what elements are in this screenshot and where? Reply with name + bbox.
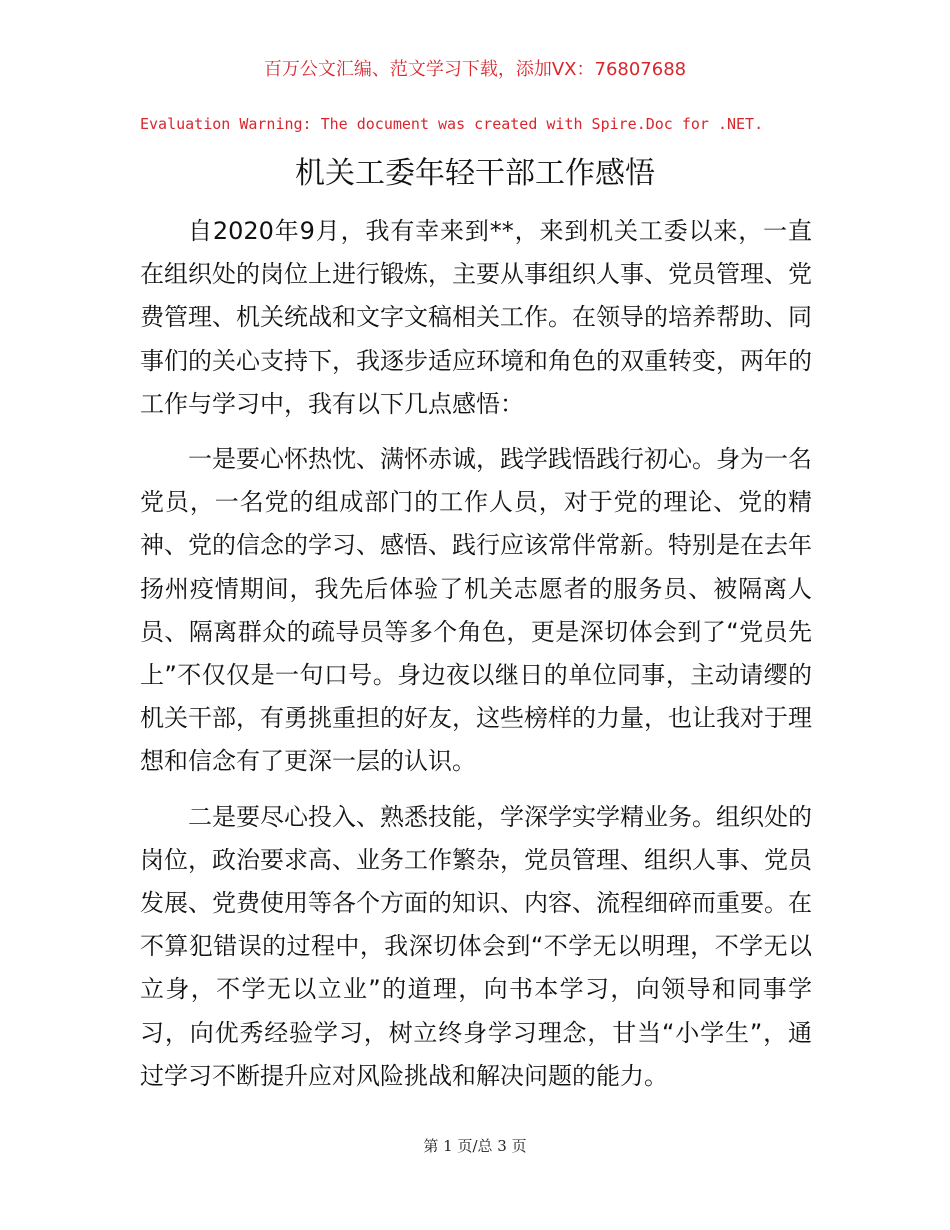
header-banner: 百万公文汇编、范文学习下载，添加VX：76807688 xyxy=(263,59,687,80)
paragraph-point-one: 一是要心怀热忱、满怀赤诚，践学践悟践行初心。身为一名党员，一名党的组成部门的工作人员，对于党的理论、党的精神、党的信念的学习、感悟、践行应该常伴常新。特别是在去年扬州疫情期间，我先后体验了机关志愿者的服务员、被隔离人员、隔离群众的疏导员等多个角色，更是深切体会到了“党员先上”不仅仅是一句口号。身边夜以继日的单位同事，主动请缨的机关干部，有勇挑重担的好友，这些榜样的力量，也让我对于理想和信念有了更深一层的认识。 xyxy=(140,445,812,776)
evaluation-warning: Evaluation Warning: The document was created with Spire.Doc for .NET. xyxy=(140,115,764,133)
paragraph-point-two: 二是要尽心投入、熟悉技能，学深学实学精业务。组织处的岗位，政治要求高、业务工作繁杂，党员管理、组织人事、党员发展、党费使用等各个方面的知识、内容、流程细碎而重要。在不算犯错误的过程中，我深切体会到“不学无以明理，不学无以立身，不学无以立业”的道理，向书本学习，向领导和同事学习，向优秀经验学习，树立终身学习理念，甘当“小学生”，通过学习不断提升应对风险挑战和解决问题的能力。 xyxy=(140,802,812,1090)
paragraph-intro: 自2020年9月，我有幸来到**，来到机关工委以来，一直在组织处的岗位上进行锻炼，主要从事组织人事、党员管理、党费管理、机关统战和文字文稿相关工作。在领导的培养帮助、同事们的关心支持下，我逐步适应环境和角色的双重转变，两年的工作与学习中，我有以下几点感悟： xyxy=(140,217,812,418)
page-number-footer: 第 1 页/总 3 页 xyxy=(423,1137,527,1155)
document-body xyxy=(140,210,812,1110)
document-title: 机关工委年轻干部工作感悟 xyxy=(295,156,655,191)
